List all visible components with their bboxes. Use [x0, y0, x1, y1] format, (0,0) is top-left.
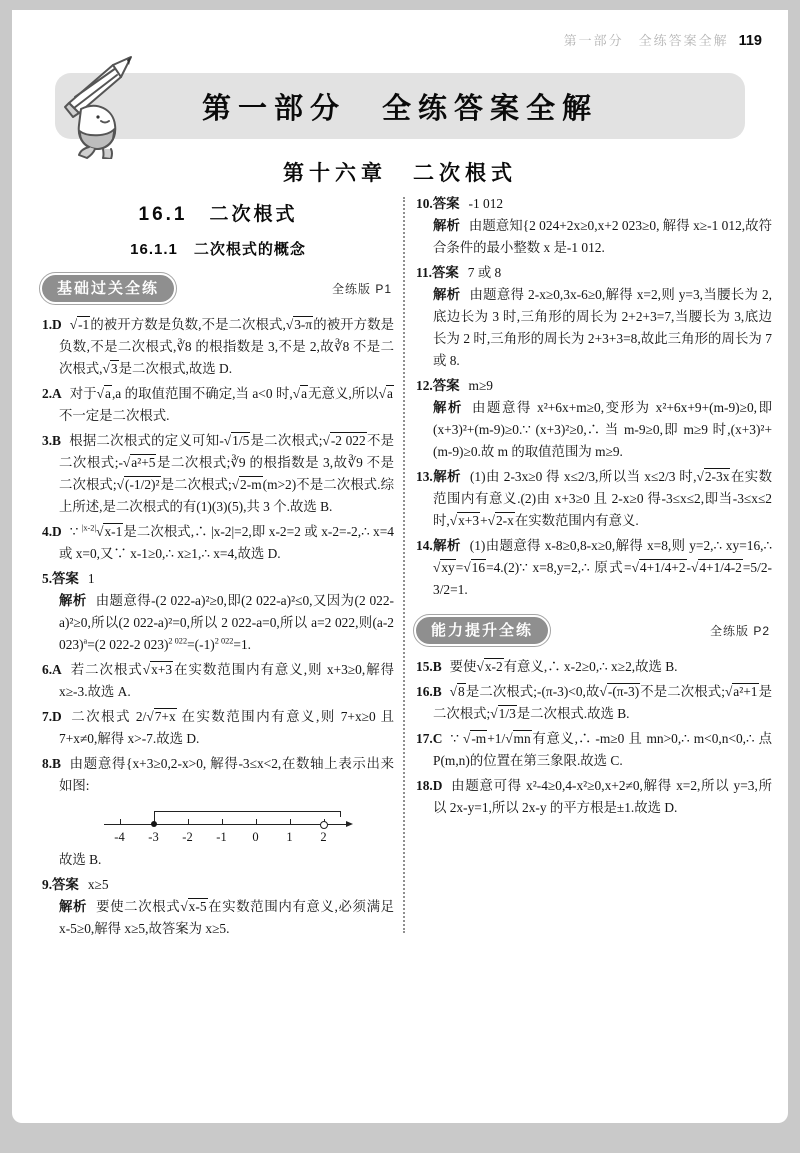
pencil-mascot-icon — [51, 47, 151, 159]
open-circle — [320, 821, 328, 829]
numberline-arrow-icon — [346, 821, 353, 827]
part-title-banner — [55, 73, 745, 139]
item-line: 14.解析 (1)由题意得 x-8≥0,8-x≥0,解得 x=8,则 y=2,∴ xy=16,∴ √xy=√16=4.(2)∵ x=8,y=2,∴ 原式=√4+1/4+2-√4+1/4-2=5/2-3/2=1. — [416, 537, 773, 597]
numberline-axis — [104, 824, 348, 825]
numberline-tick — [222, 819, 223, 825]
item-line: 4.D ∵ $^{|x-2|}$√x-1是二次根式,∴ |x-2|=2,即 x-2=2 或 x-2=-2,∴ x=4 或 x=0,又∵ x-1≥0,∴ x≥1,∴ x=4,故选 D. — [42, 523, 395, 561]
basic-band-page-ref: 全练版 P1 — [331, 282, 392, 296]
solution-line: 解析 由题意得-(2 022-a)²≥0,即(2 022-a)²≤0,又因为(2 022-a)²≥0,所以(2 022-a)²=0,所以 2 022-a=0,所以 a=2 022,则(a-2 023)$^a$=(2 022-2 $023)^{2 022}=(-1)^{2 022}=1$. — [59, 592, 394, 652]
range-line — [154, 811, 340, 812]
item-line: 11.答案 7 或 8 — [416, 264, 502, 280]
item-line: 10.答案 -1 012 — [416, 196, 504, 211]
book-page — [12, 10, 788, 1123]
tick-label: -2 — [182, 829, 193, 844]
item-line: 16.B √8是二次根式;-(π-3)<0,故√-(π-3)不是二次根式;√a²+1是二次根式;√1/3是二次根式.故选 B. — [416, 683, 773, 721]
item-line: 12.答案 m≥9 — [416, 377, 493, 393]
running-header — [12, 10, 788, 49]
item-line: 1.D √-1的被开方数是负数,不是二次根式,√3-π的被开方数是负数,不是二次根式,∛8 的根指数是 3,不是 2,故∛8 不是二次根式,√3是二次根式,故选 D. — [42, 317, 395, 376]
solution-line: 解析 要使二次根式√x-5在实数范围内有意义,必须满足 x-5≥0,解得 x≥5,故答案为 x≥5. — [59, 898, 395, 936]
chapter-title: 第十六章 二次根式 — [283, 162, 517, 185]
tick-label: -1 — [216, 829, 227, 844]
tick-label: 1 — [286, 829, 293, 844]
answer-item-16 — [416, 681, 772, 725]
left-column — [42, 191, 394, 943]
item-line: 2.A 对于√a,a 的取值范围不确定,当 a<0 时,√a无意义,所以√a不一定是二次根式. — [42, 385, 393, 423]
item-line: 17.C ∵ √-m+1/√mn有意义,∴ -m≥0 且 mn>0,∴ m<0,n<0,∴ 点 P(m,n)的位置在第三象限.故选 C. — [416, 730, 772, 768]
answer-item-12 — [416, 375, 772, 463]
item-number: 3.B — [42, 432, 61, 448]
item-number: 14. — [416, 537, 433, 553]
two-column-layout — [12, 191, 788, 943]
answer-list-basic-left — [42, 314, 394, 940]
answer-item-5 — [42, 568, 394, 656]
solution-label: 解析 — [433, 217, 460, 233]
numberline-figure — [102, 800, 352, 848]
page-number: 119 — [738, 33, 762, 49]
solution-label: 解析 — [432, 468, 461, 484]
item-number: 15.B — [416, 658, 442, 674]
column-divider — [403, 197, 405, 933]
advanced-band-page-ref: 全练版 P2 — [709, 623, 770, 638]
advanced-band-badge: 能力提升全练 — [416, 617, 548, 644]
item-number: 13. — [416, 468, 433, 484]
item-line: 18.D 由题意可得 x²-4≥0,4-x²≥0,x+2≠0,解得 x=2,所以 y=3,所以 2x-y=1,所以 2x-y 的平方根是±1.故选 D. — [416, 777, 772, 815]
solution-line: 解析 由题意得 x²+6x+m≥0,变形为 x²+6x+9+(m-9)≥0,即(x+3)²+(m-9)≥0.∵ (x+3)²≥0,∴ 当 m-9≥0,即 m≥9 时,(x+3)²+(m-9)≥0.故 m 的取值范围为 m≥9. — [433, 399, 773, 459]
closed-dot — [151, 821, 157, 827]
part-title: 第一部分 全练答案全解 — [201, 92, 598, 125]
tick-label: 0 — [252, 829, 259, 844]
solution-line: 解析 由题意得 2-x≥0,3x-6≥0,解得 x=2,则 y=3,当腰长为 2,底边长为 3 时,三角形的周长为 2+2+3=7,当腰长为 3,底边长为 2 时,三角形的周长为 2+3+3=8,故此三角形的周长为 7 或 8. — [433, 286, 772, 368]
range-end-line — [340, 811, 341, 817]
running-header-title: 第一部分 全练答案全解 — [563, 33, 729, 48]
answer-item-18 — [416, 775, 772, 819]
item-line: 6.A 若二次根式√x+3在实数范围内有意义,则 x+3≥0,解得 x≥-3.故选 A. — [42, 661, 395, 699]
item-number: 10. — [416, 196, 433, 211]
solution-label: 解析 — [433, 286, 461, 302]
solution-label: 解析 — [432, 537, 461, 553]
solution-label: 解析 — [59, 592, 87, 608]
item-number: 17.C — [416, 730, 443, 746]
answer-label: 答案 — [432, 264, 459, 280]
item-number: 4.D — [42, 523, 62, 539]
right-column — [416, 191, 772, 943]
item-number: 6.A — [42, 661, 62, 677]
item-line: 5.答案 1 — [42, 570, 95, 586]
numberline-tick — [290, 819, 291, 825]
numberline-tick — [120, 819, 121, 825]
advanced-practice-band — [416, 617, 770, 644]
item-number: 11. — [416, 264, 432, 280]
answer-item-10 — [416, 193, 772, 259]
answer-item-17 — [416, 728, 772, 772]
item-number: 7.D — [42, 708, 62, 724]
item-line: 8.B 由题意得{x+3≥0,2-x>0, 解得-3≤x<2,在数轴上表示出来如图: — [42, 755, 394, 793]
item-number: 12. — [416, 377, 433, 393]
numberline-tick — [256, 819, 257, 825]
item-number: 18.D — [416, 777, 443, 793]
tick-label: 2 — [320, 829, 327, 844]
subsection-title: 16.1.1 二次根式的概念 — [130, 241, 306, 258]
item-tail: 故选 B. — [59, 851, 102, 867]
item-number: 8.B — [42, 755, 61, 771]
item-line: 9.答案 x≥5 — [42, 876, 109, 892]
answer-item-8 — [42, 753, 394, 871]
answer-item-14 — [416, 535, 772, 601]
answer-item-7 — [42, 706, 394, 750]
solution-line: 解析 由题意知{2 024+2x≥0,x+2 023≥0, 解得 x≥-1 012,故符合条件的最小整数 x 是-1 012. — [433, 217, 772, 255]
item-line: 7.D 二次根式 2/√7+x 在实数范围内有意义,则 7+x≥0 且 7+x≠0,解得 x>-7.故选 D. — [42, 708, 394, 746]
item-number: 9. — [42, 876, 53, 892]
item-line: 15.B 要使√x-2有意义,∴ x-2≥0,∴ x≥2,故选 B. — [416, 658, 678, 674]
item-line: 3.B 根据二次根式的定义可知-√1/5是二次根式;√-2 022不是二次根式;-√a²+5是二次根式;∛9 的根指数是 3,故∛9 不是二次根式;√(-1/2)²是二次根式;√2-m(m>2)不是二次根式.综上所述,是二次根式的有(1)(3)(5),共 3 个.故选 B. — [42, 432, 394, 514]
item-number: 1.D — [42, 317, 62, 332]
answer-label: 答案 — [52, 570, 79, 586]
answer-item-13 — [416, 466, 772, 532]
answer-label: 答案 — [432, 377, 460, 393]
item-line: 13.解析 (1)由 2-3x≥0 得 x≤2/3,所以当 x≤2/3 时,√2-3x在实数范围内有意义.(2)由 x+3≥0 且 2-x≥0 得-3≤x≤2,即当-3≤x≤2 时,√x+3+√2-x在实数范围内有意义. — [416, 468, 772, 528]
numberline-tick — [188, 819, 189, 825]
tick-label: -4 — [114, 829, 125, 844]
item-number: 2.A — [42, 385, 62, 401]
solution-label: 解析 — [59, 898, 88, 914]
basic-band-badge: 基础过关全练 — [42, 275, 174, 302]
basic-practice-band — [42, 275, 392, 302]
answer-item-4 — [42, 521, 394, 565]
answer-item-11 — [416, 262, 772, 372]
answer-label: 答案 — [52, 876, 79, 892]
item-number: 5. — [42, 570, 53, 586]
answer-item-1 — [42, 314, 394, 380]
tick-label: -3 — [148, 829, 159, 844]
section-title: 16.1 二次根式 — [138, 204, 298, 225]
answer-item-3 — [42, 430, 394, 518]
solution-label: 解析 — [433, 399, 464, 415]
answer-item-2 — [42, 383, 394, 427]
item-number: 16.B — [416, 683, 442, 699]
answer-item-9 — [42, 874, 394, 940]
answer-item-6 — [42, 659, 394, 703]
answer-list-advanced — [416, 656, 772, 819]
answer-item-15 — [416, 656, 772, 678]
answer-label: 答案 — [432, 196, 460, 211]
answer-list-basic-right — [416, 193, 772, 601]
